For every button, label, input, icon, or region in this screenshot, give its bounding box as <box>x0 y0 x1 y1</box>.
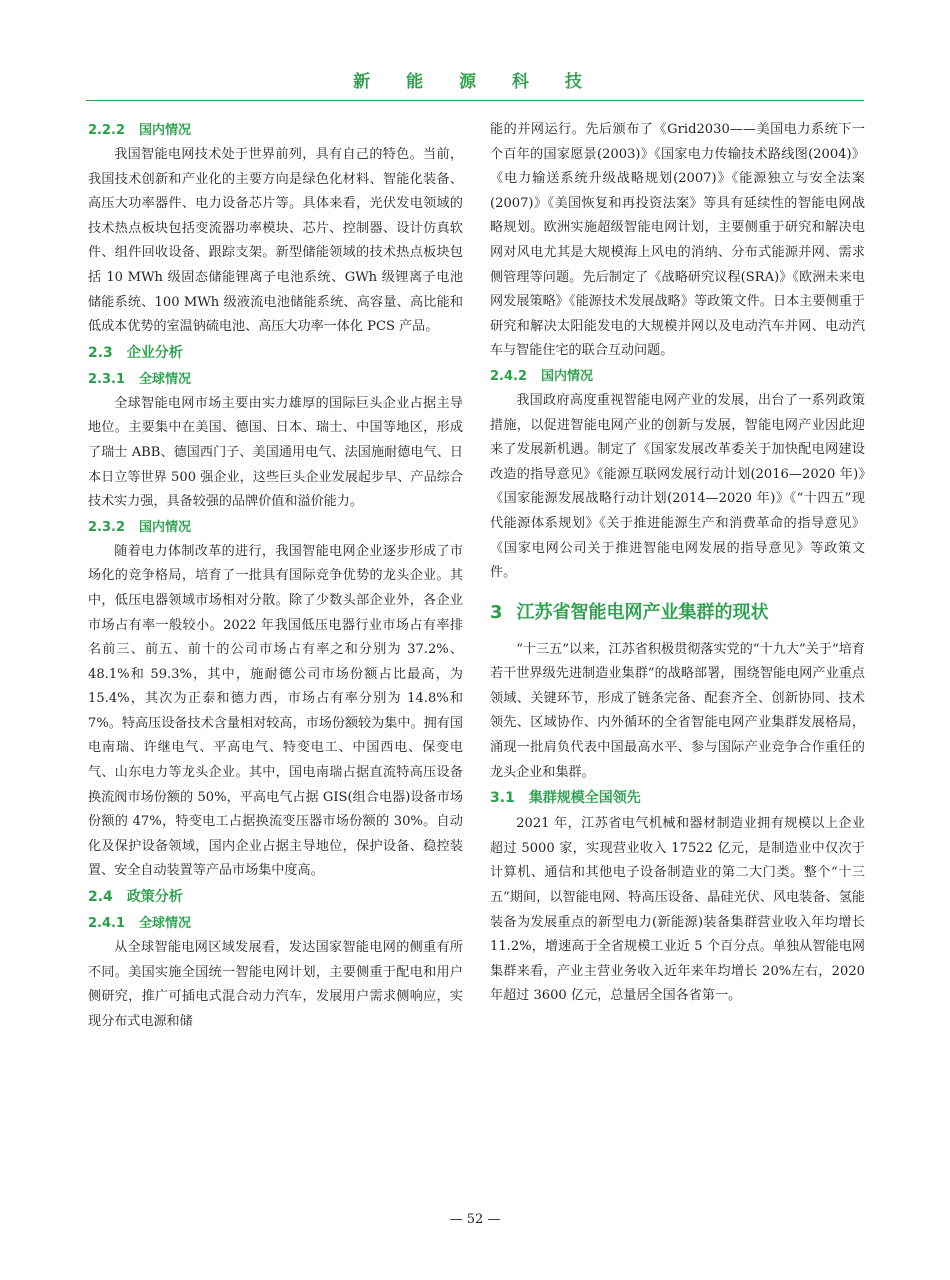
section-title: 国内情况 <box>139 519 192 535</box>
section-number: 3.1 <box>490 790 515 807</box>
paragraph: “十三五”以来，江苏省积极贯彻落实党的“十九大”关于“培育若干世界级先进制造业集群”的战略部署，围绕智能电网产业重点领域、关键环节，形成了链条完备、配套齐全、创新协同、技术领先、区域协作、内外循环的全省智能电网产业集群发展格局，涌现一批肩负代表中国最高水平、参与国际产业竞争合作重任的龙头企业和集群。 <box>490 641 865 780</box>
section-heading-3-1 <box>490 785 865 812</box>
paragraph: 我国智能电网技术处于世界前列，具有自己的特色。当前，我国技术创新和产业化的主要方向是绿色化材料、智能化装备、高压大功率器件、电力设备芯片等。具体来看，光伏发电领域的技术热点板块包括变流器功率模块、芯片、控制器、设计仿真软件、组件回收设备、跟踪支架。新型储能领域的技术热点板块包括 10 MWh 级固态储能锂离子电池系统、GWh 级锂离子电池储能系统、100 MWh 级液流电池储能系统、高容量、高比能和低成本优势的室温钠硫电池、高压大功率一体化 PCS 产品。 <box>88 147 463 335</box>
section-number: 3 <box>490 601 503 623</box>
running-header: 新 能 源 科 技 <box>353 72 597 92</box>
section-heading-2-3 <box>88 340 463 367</box>
section-number: 2.2.2 <box>88 123 126 138</box>
section-title: 全球情况 <box>139 916 192 932</box>
paragraph: 从全球智能电网区域发展看，发达国家智能电网的侧重有所不同。美国实施全国统一智能电网计划，主要侧重于配电和用户侧研究，推广可插电式混合动力汽车，发展用户需求侧响应，实现分布式电源和储 <box>88 940 463 1029</box>
section-number: 2.3.1 <box>88 371 126 387</box>
section-title: 集群规模全国领先 <box>528 790 641 807</box>
section-heading-2-4 <box>88 884 463 911</box>
section-heading-2-3-2 <box>88 515 463 540</box>
section-heading-2-4-2 <box>490 364 865 389</box>
section-title: 政策分析 <box>126 889 183 906</box>
paragraph: 全球智能电网市场主要由实力雄厚的国际巨头企业占据主导地位。主要集中在美国、德国、日本、瑞士、中国等地区，形成了瑞士 ABB、德国西门子、美国通用电气、法国施耐德电气、日本日立等世界 500 强企业，这些巨头企业发展起步早、产品综合技术实力强，具备较强的品牌价值和溢价能力。 <box>88 395 463 510</box>
section-heading-2-2-2 <box>88 118 463 143</box>
section-number: 2.3 <box>88 344 113 361</box>
paragraph: 随着电力体制改革的进行，我国智能电网企业逐步形成了市场化的竞争格局，培育了一批具有国际竞争优势的龙头企业。其中，低压电器领域市场相对分散。除了少数头部企业外，各企业市场占有率一般较小。2022 年我国低压电器行业市场占有率排名前三、前五、前十的公司市场占有率之和分别为 37.2%、48.1%和 59.3%，其中，施耐德公司市场份额占比最高，为 15.4%，其次为正泰和德力西，市场占有率分别为 14.8%和 7%。特高压设备技术含量相对较高，市场份额较为集中。拥有国电南瑞、许继电气、平高电气、特变电工、中国西电、保变电气、山东电力等龙头企业。其中，国电南瑞占据直流特高压设备换流阀市场份额的 50%，平高电气占据 GIS(组合电器)设备市场份额的 47%，特变电工占据换流变压器市场份额的 30%。自动化及保护设备领域，国内企业占据主导地位，保护设备、稳控装置、安全自动装置等产品市场集中度高。 <box>88 543 463 879</box>
section-title: 江苏省智能电网产业集群的现状 <box>516 601 769 623</box>
section-title: 企业分析 <box>126 344 183 361</box>
section-number: 2.4.1 <box>88 916 126 932</box>
page-number: — 52 — <box>449 1212 501 1227</box>
section-heading-2-4-1 <box>88 911 463 936</box>
paragraph-continued: 能的并网运行。先后颁布了《Grid2030——美国电力系统下一个百年的国家愿景(2003)》《国家电力传输技术路线图(2004)》《电力输送系统升级战略规划(2007)》《能源独立与安全法案(2007)》《美国恢复和再投资法案》等具有延续性的智能电网战略规划。欧洲实施超级智能电网计划，主要侧重于研究和解决电网对风电尤其是大规模海上风电的消纳、分布式能源并网、需求侧管理等问题。先后制定了《战略研究议程(SRA)》《欧洲未来电网发展策略》《能源技术发展战略》等政策文件。日本主要侧重于研究和解决太阳能发电的大规模并网以及电动汽车并网、电动汽车与智能住宅的联合互动问题。 <box>490 122 865 359</box>
section-number: 2.3.2 <box>88 519 126 535</box>
header-rule <box>86 100 864 101</box>
section-title: 国内情况 <box>541 368 594 384</box>
section-heading-2-3-1 <box>88 367 463 392</box>
paragraph: 2021 年，江苏省电气机械和器材制造业拥有规模以上企业超过 5000 家，实现营业收入 17522 亿元，是制造业中仅次于计算机、通信和其他电子设备制造业的第二大门类。整个“十三五”期间，以智能电网、特高压设备、晶硅光伏、风电装备、氢能装备为发展重点的新型电力(新能源)装备集群营业收入年均增长 11.2%，增速高于全省规模工业近 5 个百分点。单独从智能电网集群来看，产业主营业务收入近年来年均增长 20%左右，2020 年超过 3600 亿元，总量居全国各省第一。 <box>490 816 865 1004</box>
section-heading-3 <box>490 598 865 628</box>
section-title: 全球情况 <box>139 371 192 387</box>
left-column <box>88 118 463 1034</box>
section-number: 2.4 <box>88 889 113 906</box>
right-column <box>490 118 865 1009</box>
paragraph: 我国政府高度重视智能电网产业的发展，出台了一系列政策措施，以促进智能电网产业的创新与发展，智能电网产业因此迎来了发展新机遇。制定了《国家发展改革委关于加快配电网建设改造的指导意见》《能源互联网发展行动计划(2016—2020 年)》《国家能源发展战略行动计划(2014—2020 年)》《“十四五”现代能源体系规划》《关于推进能源生产和消费革命的指导意见》《国家电网公司关于推进智能电网发展的指导意见》等政策文件。 <box>490 392 865 581</box>
section-number: 2.4.2 <box>490 368 528 384</box>
section-title: 国内情况 <box>139 123 192 138</box>
